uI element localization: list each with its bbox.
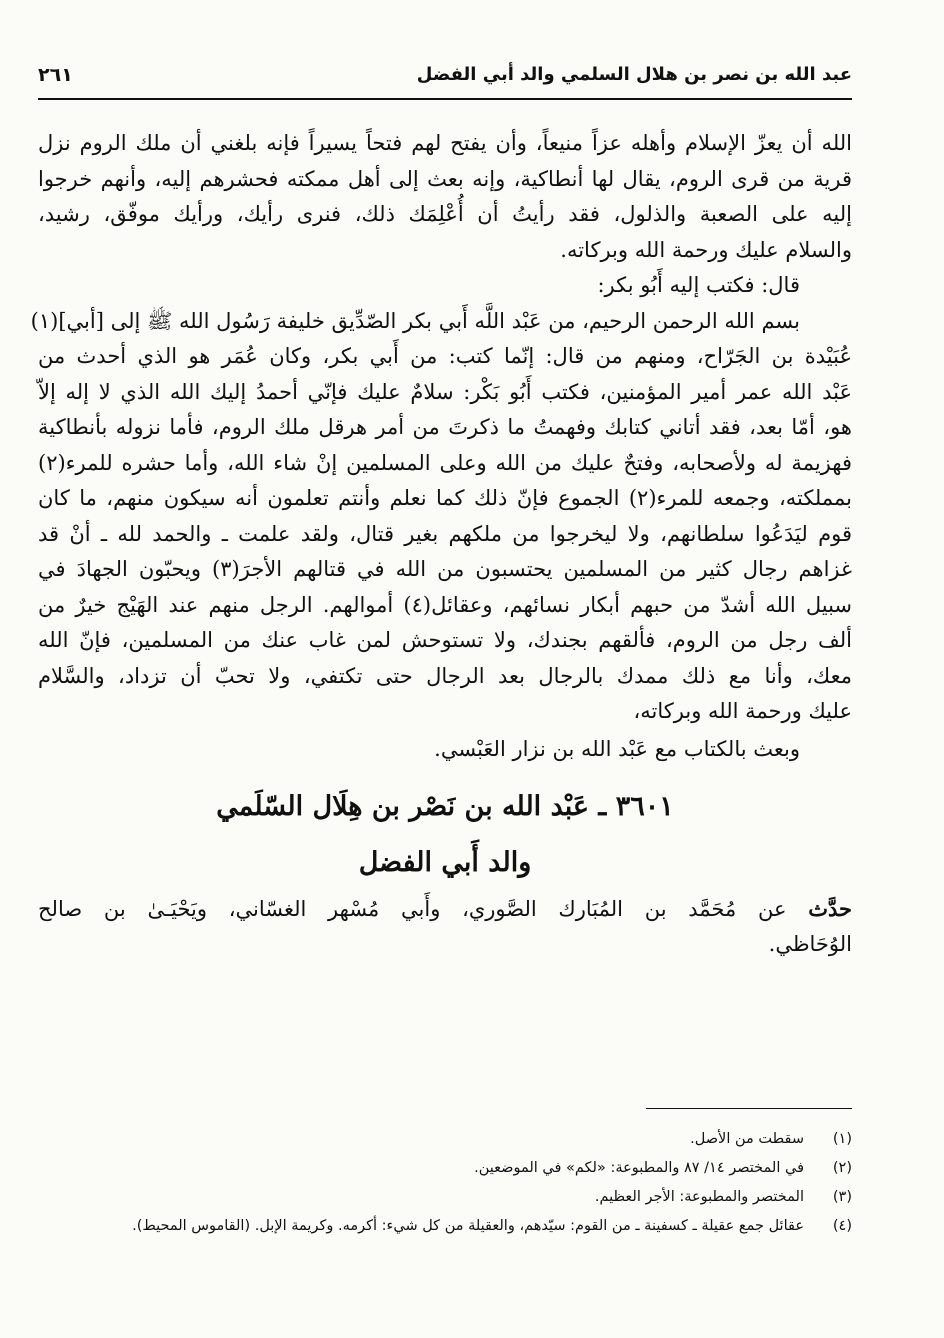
text-line: سبيل الله أشدّ من حبهم أبكار نسائهم، وعقائل(٤) أموالهم. الرجل منهم عند الهَيْج خيرٌ من	[38, 592, 853, 617]
text-line: فهزيمة له ولأصحابه، وفتحٌ عليك من الله وعلى المسلمين إنْ شاء الله، وأما حشره للمرء(٢)	[38, 450, 852, 475]
footnote-number: (٤)	[832, 1218, 852, 1234]
text-line: قوم ليَدَعُوا سلطانهم، ولا ليخرجوا من ملكهم بغير قتال، ولقد علمت ـ والحمد لله ـ أنْ قد	[38, 521, 852, 546]
entry-heading	[38, 779, 852, 835]
footnotes	[38, 1126, 852, 1242]
lead-word: حدَّث	[808, 896, 852, 921]
entry-heading-second-line: والد أَبي الفضل	[358, 847, 532, 878]
footnote	[38, 1213, 852, 1239]
footnote-number: (٣)	[832, 1189, 852, 1205]
footnote-text: في المختصر ١٤/ ٨٧ والمطبوعة: «لكم» في الموضعين.	[474, 1160, 804, 1176]
footnote-text: عقائل جمع عقيلة ـ كسفينة ـ من القوم: سيّدهم، والعقيلة من كل شيء: أكرمه. وكريمة الإبل. (القاموس المحيط).	[132, 1218, 804, 1234]
text-line: عليك ورحمة الله وبركاته،	[633, 699, 852, 723]
text-line: معك، وأنا مع ذلك ممدك بالرجال بعد الرجال حتى تكتفي، ولا تحبّ أن تزداد، والسَّلام	[38, 663, 852, 688]
text-line: إليه على الصعبة والذلول، فقد رأيتُ أن أُعْلِمَك ذلك، فنرى رأيك، ورأيك موفّق، رشيد،	[38, 202, 852, 226]
page-number: ٢٦١	[38, 64, 73, 86]
entry-dash: ـ	[598, 791, 607, 822]
text-line: عَبْد الله عمر أمير المؤمنين، فكتب أَبُو بَكْر: سلامٌ عليك فإنّي أحمدُ إليك الله الذي لا إله إلاّ	[38, 379, 852, 404]
text-line: عُبَيْدة بن الجَرّاح، ومنهم من قال: إنّما كتب: من أَبي بكر، وكان عُمَر هو الذي أحدث من	[38, 344, 852, 368]
text-line: قال: فكتب إليه أَبُو بكر:	[597, 273, 800, 297]
text-line: قرية من قرى الروم، يقال لها أنطاكية، وإنه بعث إلى أهل ممكته فحشرهم إليه، وأنهم خرجوا	[38, 166, 852, 191]
text-line: والسلام عليك ورحمة الله وبركاته.	[560, 237, 852, 262]
text-line: الوُحَاظي.	[768, 931, 852, 956]
text-line: بسم الله الرحمن الرحيم، من عَبْد اللَّه أَبي بكر الصّدِّيق خليفة رَسُول الله ﷺ إلى [أبي](١)	[30, 308, 800, 333]
book-page	[30, 0, 853, 1338]
running-title: عبد الله بن نصر بن هلال السلمي والد أبي الفضل	[416, 64, 852, 85]
footnote	[38, 1155, 852, 1181]
footnote	[38, 1184, 852, 1210]
footnote-number: (١)	[832, 1131, 852, 1147]
entry-title: عَبْد الله بن نَصْر بن هِلَال السّلَمي	[216, 791, 590, 822]
footnote	[38, 1126, 852, 1152]
text-line: الله أن يعزّ الإسلام وأهله عزاً منيعاً، وأن يفتح لهم فتحاً يسيراً فإنه بلغني أن ملك الروم نزل	[38, 131, 852, 155]
footnote-number: (٢)	[832, 1160, 852, 1176]
footnote-divider	[646, 1108, 852, 1109]
text-line: ألف رجل من الروم، فألقهم بجندك، ولا تستوحش لمن غاب عنك من المسلمين، فإنّ الله	[38, 628, 852, 652]
page-header	[38, 64, 852, 100]
text-line: غزاهم رجال كثير من المسلمين يحتسبون من الله في قتالهم الأجرَ(٣) ويحبّون الجهادَ في	[38, 557, 852, 581]
footnote-text: سقطت من الأصل.	[690, 1131, 804, 1147]
footnote-text: المختصر والمطبوعة: الأجر العظيم.	[594, 1189, 804, 1205]
text-line	[38, 891, 852, 927]
entry-number: ٣٦٠١	[615, 791, 674, 822]
main-text	[30, 126, 853, 962]
narrator-list: عن مُحَمَّد بن المُبَارك الصَّوري، وأَبي مُسْهر الغسّاني، ويَحْيَـىٰ بن صالح	[38, 897, 787, 921]
text-line: بمملكته، وجمعه للمرء(٢) الجموع فإنّ ذلك كما نعلم وأنتم تعلمون أنه سيكون منهم، ما كان	[38, 486, 853, 510]
text-line: هو، أمّا بعد، فقد أتاني كتابك وفهمتُ ما ذكرتَ من أمر هرقل ملك الروم، فأما نزوله بأنطاكية	[38, 415, 852, 439]
text-line: وبعث بالكتاب مع عَبْد الله بن نزار العَبْسي.	[434, 736, 800, 761]
